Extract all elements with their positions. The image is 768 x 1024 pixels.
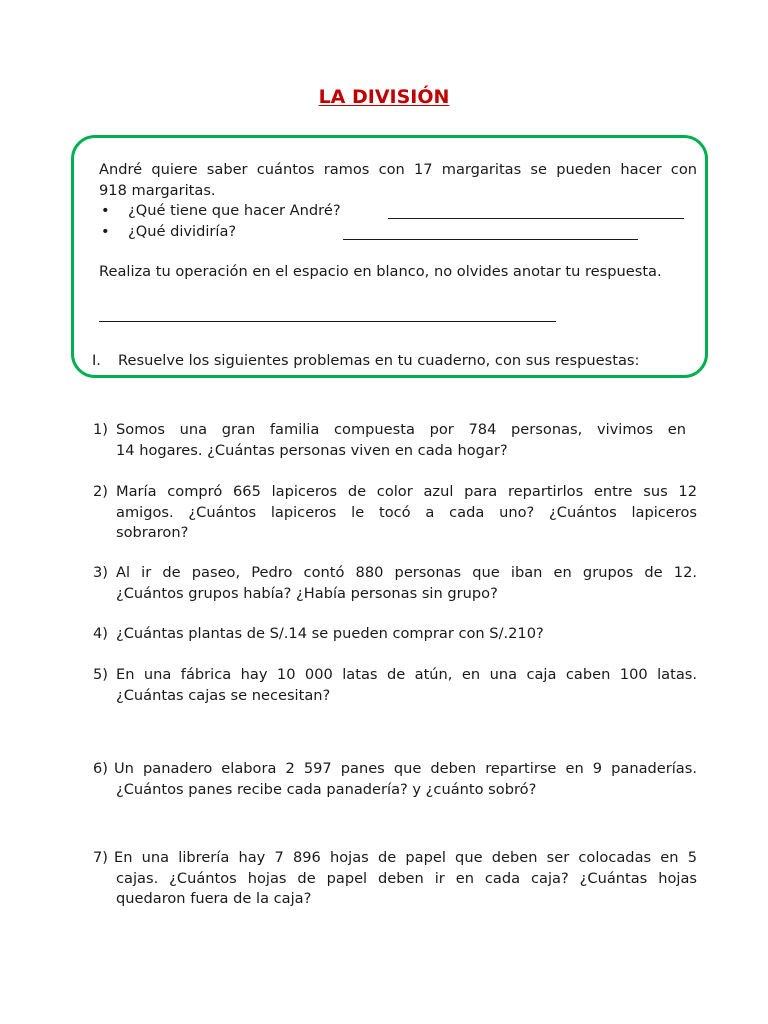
problem-line: ¿Cuántas cajas se necesitan? — [116, 686, 331, 704]
intro-line-1: André quiere saber cuántos ramos con 17 margaritas se pueden hacer con — [99, 161, 697, 178]
instruction-text: Realiza tu operación en el espacio en blanco, no olvides anotar tu respuesta. — [99, 263, 662, 280]
problem-text — [116, 482, 697, 544]
problem-number: 6) — [93, 760, 108, 777]
section-numeral: I. — [92, 352, 101, 369]
problem-line: ¿Cuántos panes recibe cada panadería? y ¿cuánto sobró? — [116, 780, 537, 798]
problem-number: 1) — [93, 421, 108, 438]
problem-text — [116, 563, 697, 604]
problem-text — [116, 665, 697, 706]
answer-line-what-to-divide[interactable] — [343, 239, 638, 240]
question-what-to-do: ¿Qué tiene que hacer André? — [128, 202, 341, 219]
problem-text — [116, 624, 697, 645]
problem-line: Somos una gran familia compuesta por 784 personas, vivimos en — [116, 421, 686, 438]
intro-line-2: 918 margaritas. — [99, 181, 216, 199]
problem-line: En una librería hay 7 896 hojas de papel que deben ser colocadas en 5 — [114, 849, 697, 866]
problem-line: amigos. ¿Cuántos lapiceros le tocó a cada uno? ¿Cuántos lapiceros — [116, 503, 697, 521]
problem-text — [116, 420, 686, 461]
question-what-to-divide: ¿Qué dividiría? — [128, 223, 237, 240]
bullet-icon: • — [101, 202, 110, 219]
bullet-icon: • — [101, 223, 110, 240]
problem-text — [114, 759, 697, 800]
section-instruction: Resuelve los siguientes problemas en tu cuaderno, con sus respuestas: — [118, 352, 640, 369]
problem-number: 5) — [93, 666, 108, 683]
problem-number: 2) — [93, 483, 108, 500]
problem-line: En una fábrica hay 10 000 latas de atún, en una caja caben 100 latas. — [116, 666, 697, 683]
operation-answer-line[interactable] — [99, 321, 556, 322]
problem-number: 4) — [93, 625, 108, 642]
page-title: LA DIVISIÓN — [318, 86, 450, 108]
problem-line: cajas. ¿Cuántos hojas de papel deben ir en cada caja? ¿Cuántas hojas — [116, 869, 697, 887]
problem-number: 7) — [93, 849, 108, 866]
problem-line: 14 hogares. ¿Cuántas personas viven en cada hogar? — [116, 441, 508, 459]
problem-line: ¿Cuántas plantas de S/.14 se pueden comprar con S/.210? — [116, 625, 544, 642]
intro-paragraph — [99, 160, 697, 201]
problem-line: María compró 665 lapiceros de color azul para repartirlos entre sus 12 — [116, 483, 697, 500]
problem-text — [114, 848, 697, 910]
problem-line: Un panadero elabora 2 597 panes que deben repartirse en 9 panaderías. — [114, 760, 697, 777]
problem-line: ¿Cuántos grupos había? ¿Había personas sin grupo? — [116, 584, 498, 602]
problem-line: quedaron fuera de la caja? — [116, 890, 312, 907]
problem-number: 3) — [93, 564, 108, 581]
answer-line-what-to-do[interactable] — [388, 218, 684, 219]
problem-line: Al ir de paseo, Pedro contó 880 personas que iban en grupos de 12. — [116, 564, 697, 581]
problem-line: sobraron? — [116, 524, 189, 541]
